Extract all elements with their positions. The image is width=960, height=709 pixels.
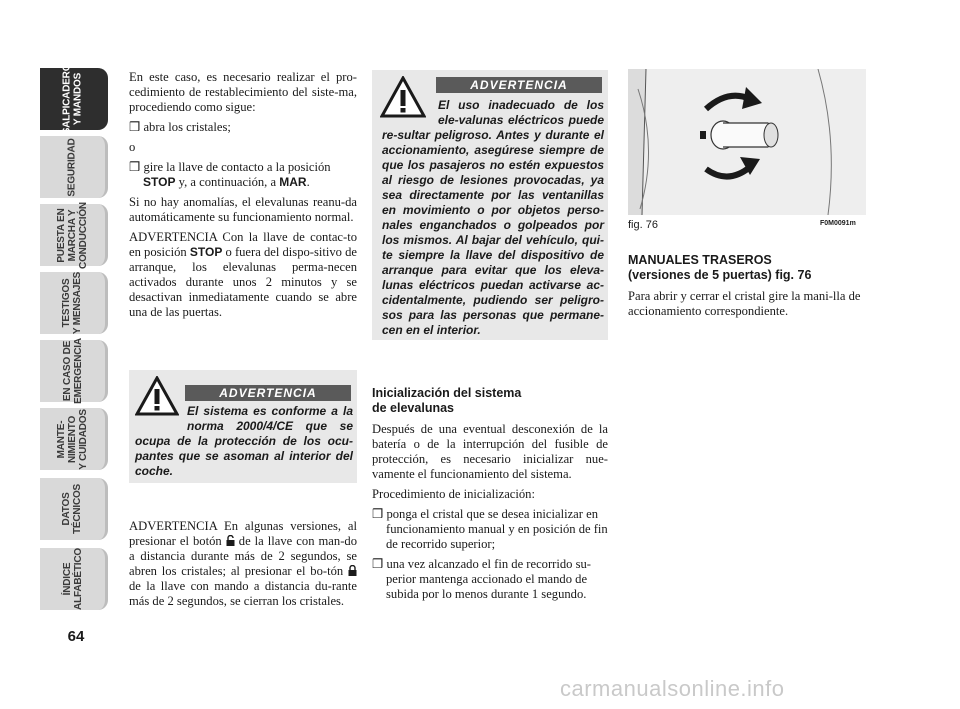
paragraph-text: ADVERTENCIA En algunas versiones, al presionar el botón (129, 519, 357, 548)
mar-position: MAR (279, 175, 307, 189)
tab-label: SALPICADERO Y MANDOS (61, 63, 84, 135)
figure-code: F0M0091m (820, 220, 856, 227)
tab-puesta-en-marcha[interactable] (40, 201, 108, 269)
warning-text: El sistema es conforme a la norma 2000/4/CE que se ocupa de la protección de los ocu-pantes que se asoman al interior del coche. (135, 404, 353, 478)
section-heading (372, 386, 608, 416)
warning-text: El uso inadecuado de los ele-valunas eléctricos puede re-sultar peligroso. Antes y durante el accionamiento, asegúrese siempre de que los pasajeros no estén expuestos al riesgo de lesiones provocadas, ya sea directamente por las ventanillas en movimiento o por objetos perso-nales enganchados o golpeados por los mismos. Al bajar del vehículo, qui-te siempre la llave del dispositivo de arranque para evitar que los eleva-lunas eléctricos puedan activarse ac-cidentalmente, pudiendo ser peligro-sos para las personas que permane-cen en el interior. (382, 98, 604, 337)
heading-line: (versiones de 5 puertas) fig. 76 (628, 268, 812, 282)
checkbox-bullet-icon: ❒ (372, 557, 384, 571)
paragraph-text: de la llave con mando a distancia du-rante más de 2 segundos, se cierran los cristales. (129, 579, 357, 608)
intro-paragraph: En este caso, es necesario realizar el pro-cedimiento de restablecimiento del siste-ma, procediendo como sigue: (129, 70, 357, 114)
tab-indice[interactable] (40, 548, 108, 610)
warning-text-container (135, 404, 353, 479)
warning-title: ADVERTENCIA (185, 385, 351, 401)
warning-box-elevalunas (372, 70, 608, 340)
step-text: ponga el cristal que se desea inicializar en funcionamiento manual y en posición de fin de recorrido superior; (386, 507, 608, 551)
column-1 (129, 70, 357, 325)
tab-label: EN CASO DE EMERGENCIA (61, 338, 84, 404)
paragraph-text: ADVERTENCIA Con la llave de contac-to en posición (129, 230, 357, 259)
section-heading (628, 253, 866, 283)
step-text: una vez alcanzado el fin de recorrido su-perior mantenga accionado el mando de subida por lo menos durante 1 segundo. (386, 557, 591, 601)
checkbox-bullet-icon: ❒ (129, 160, 141, 174)
init-step-2 (372, 557, 608, 602)
figure-caption: fig. 76 (628, 219, 658, 231)
watermark: carmanualsonline.info (560, 676, 785, 701)
tab-label: SEGURIDAD (67, 137, 78, 197)
init-step-1 (372, 507, 608, 552)
key-warning-paragraph (129, 230, 357, 320)
step-turn-key (129, 160, 357, 190)
tab-label: DATOS TÉCNICOS (61, 483, 84, 535)
manual-crank-paragraph: Para abrir y cerrar el cristal gire la mani-lla de accionamiento correspondiente. (628, 289, 861, 318)
tab-mantenimiento[interactable] (40, 408, 108, 470)
checkbox-bullet-icon: ❒ (129, 120, 141, 134)
heading-line: Inicialización del sistema (372, 386, 522, 400)
window-crank-illustration (628, 69, 866, 215)
procedure-label: Procedimiento de inicialización: (372, 487, 535, 501)
heading-line: de elevalunas (372, 401, 454, 415)
paragraph-text: de la llave con man-do a distancia durante más de 2 segundos, se abren los cristales; al presionar el bo-tón (129, 534, 357, 578)
tab-emergencia[interactable] (40, 340, 108, 402)
checkbox-bullet-icon: ❒ (372, 507, 384, 521)
stop-position: STOP (189, 245, 223, 259)
paragraph-text: o fuera del dispo-sitivo de arranque, los elevalunas perma-necen activados durante unos 2 minutos y se desactivan inmediatamente cuando se abre una de las puertas. (129, 245, 358, 319)
heading-line: MANUALES TRASEROS (628, 253, 772, 267)
tab-testigos[interactable] (40, 272, 108, 334)
column-3 (628, 253, 866, 324)
tab-label: PUESTA EN MARCHA Y CONDUCCIÓN (56, 201, 90, 269)
warning-box-norma (129, 370, 357, 483)
step-text: gire la llave de contacto a la posición (143, 160, 331, 174)
tab-seguridad[interactable] (40, 136, 108, 198)
column-2 (372, 386, 608, 607)
anomalies-paragraph: Si no hay anomalías, el elevalunas reanu-da automáticamente su funcionamiento normal. (129, 195, 357, 224)
or-text: o (129, 140, 136, 154)
page-number: 64 (67, 628, 85, 645)
step-text: abra los cristales; (143, 120, 231, 134)
column-1-lower (129, 519, 357, 614)
tab-label: MANTE- NIMIENTO Y CUIDADOS (55, 408, 89, 470)
remote-key-paragraph (129, 519, 357, 609)
warning-text-container (382, 98, 604, 338)
stop-position: STOP (143, 175, 176, 189)
padlock-closed-icon (348, 565, 357, 576)
init-paragraph: Después de una eventual desconexión de la batería o de la interrupción del fusible de protección, es necesario inicializar nue-vamente el funcionamiento del sistema. (372, 422, 608, 481)
tab-label: ÍNDICE ALFABÉTICO (61, 548, 84, 610)
padlock-open-icon (226, 535, 235, 546)
figure-window-crank (628, 69, 866, 215)
tab-datos-tecnicos[interactable] (40, 478, 108, 540)
step-open-windows (129, 120, 357, 135)
tab-salpicadero[interactable] (40, 63, 108, 135)
step-text: y, a continuación, a (178, 175, 277, 189)
step-text: . (306, 175, 310, 189)
tab-label: TESTIGOS Y MENSAJES (61, 271, 84, 335)
warning-title: ADVERTENCIA (436, 77, 602, 93)
